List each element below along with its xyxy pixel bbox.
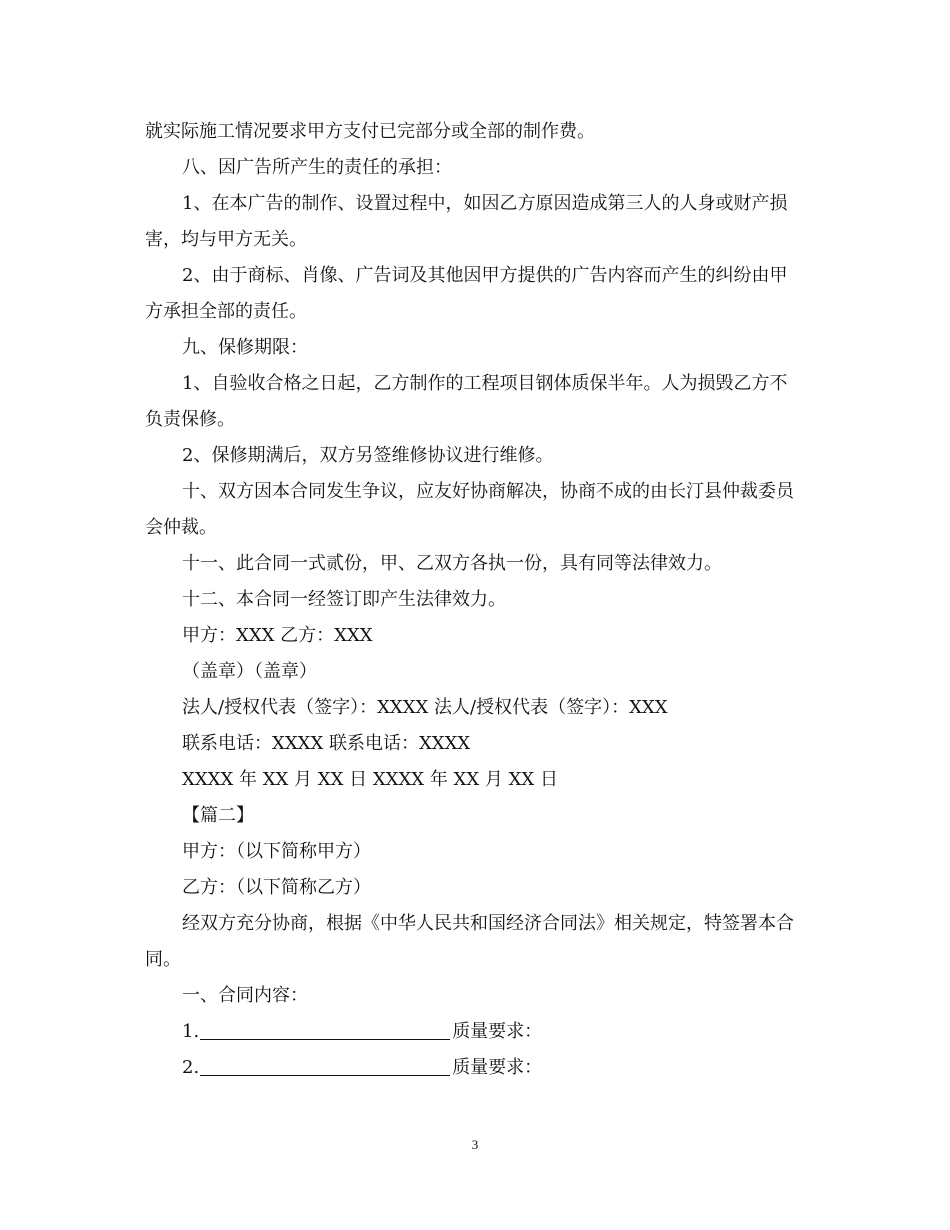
document-body xyxy=(145,114,800,1086)
item-number: 2. xyxy=(182,1057,200,1078)
preamble-paragraph: 经双方充分协商，根据《中华人民共和国经济合同法》相关规定，特签署本合同。 xyxy=(145,913,794,970)
item-label: 质量要求： xyxy=(452,1057,543,1078)
item-number: 1. xyxy=(182,1021,200,1042)
item-label: 质量要求： xyxy=(452,1021,543,1042)
clause-9-1: 1、自验收合格之日起，乙方制作的工程项目钢体质保半年。人为损毁乙方不负责保修。 xyxy=(145,373,788,430)
part-two-heading: 【篇二】 xyxy=(182,805,254,826)
clause-8-2: 2、由于商标、肖像、广告词及其他因甲方提供的广告内容而产生的纠纷由甲方承担全部的责任。 xyxy=(145,265,788,322)
section-heading-9: 九、保修期限： xyxy=(182,337,308,358)
page-number: 3 xyxy=(471,1137,479,1152)
section-heading-8: 八、因广告所产生的责任的承担： xyxy=(182,157,452,178)
section-12: 十二、本合同一经签订即产生法律效力。 xyxy=(182,589,506,610)
paragraph-continuation: 就实际施工情况要求甲方支付已完部分或全部的制作费。 xyxy=(145,121,595,142)
party-names: 甲方：XXX 乙方：XXX xyxy=(182,625,373,646)
phone-line: 联系电话：XXXX 联系电话：XXXX xyxy=(182,733,471,754)
section-10: 十、双方因本合同发生争议，应友好协商解决，协商不成的由长汀县仲裁委员会仲裁。 xyxy=(145,481,794,538)
fill-in-blank xyxy=(200,1021,450,1040)
clause-9-2: 2、保修期满后，双方另签维修协议进行维修。 xyxy=(182,445,554,466)
contract-item-2 xyxy=(145,1050,800,1086)
clause-8-1: 1、在本广告的制作、设置过程中，如因乙方原因造成第三人的人身或财产损害，均与甲方无关。 xyxy=(145,193,788,250)
date-line: XXXX 年 XX 月 XX 日 XXXX 年 XX 月 XX 日 xyxy=(182,769,558,790)
section-11: 十一、此合同一式贰份，甲、乙双方各执一份，具有同等法律效力。 xyxy=(182,553,722,574)
fill-in-blank xyxy=(200,1057,450,1076)
signature-line: 法人/授权代表（签字）：XXXX 法人/授权代表（签字）：XXX xyxy=(182,697,668,718)
party-a-line: 甲方：（以下简称甲方） xyxy=(182,841,371,862)
party-b-line: 乙方：（以下简称乙方） xyxy=(182,877,371,898)
contract-item-1 xyxy=(145,1014,800,1050)
seal-line: （盖章）（盖章） xyxy=(182,661,317,682)
section-heading-1: 一、合同内容： xyxy=(182,985,308,1006)
